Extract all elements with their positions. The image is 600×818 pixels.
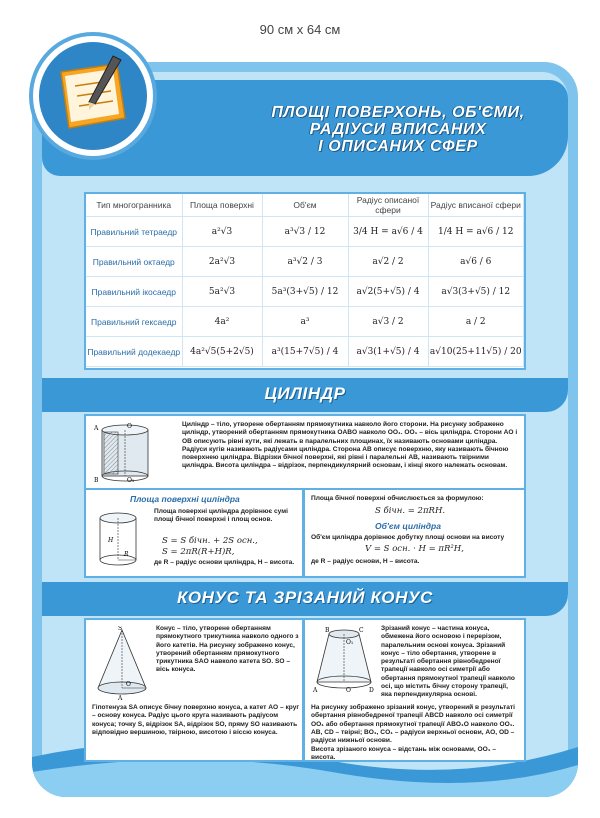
svg-text:C: C bbox=[359, 627, 364, 634]
table-header: Радіус вписаної сфери bbox=[428, 194, 524, 217]
table-cell: 4a²√5(5+2√5) bbox=[182, 337, 262, 367]
table-cell: a³√2 / 3 bbox=[262, 247, 348, 277]
table-cell: a³(15+7√5) / 4 bbox=[262, 337, 348, 367]
table-cell: a√2(5+√5) / 4 bbox=[348, 277, 428, 307]
cylinder-small-diagram bbox=[92, 510, 148, 570]
svg-text:D: D bbox=[369, 687, 374, 694]
table-cell: a√6 / 6 bbox=[428, 247, 524, 277]
frustum-diagram bbox=[311, 626, 377, 696]
cylinder-area-formula-1: S = S бічн. + 2S осн., bbox=[162, 536, 258, 546]
table-cell: a²√3 bbox=[182, 217, 262, 247]
cylinder-intro-text: Циліндр – тіло, утворене обертанням прямокутника навколо його сторони. На рисунку зображено циліндр, утворений обертанням прямокутника OABO навколо OO₁. OO₁ – вісь циліндра. Сторони AO і OB описують рівні кути, які лежать в паралельних площинах, їх називають основами циліндра. Радіуси кугів називають радіусами циліндра. Сторона AB описує поверхню, яку називають бічною поверхнею циліндра. Відрізки бічної поверхні, які рівні і паралельні AB, називають твірними циліндра. Висота циліндра – відрізок, перпендикулярний основам, і кінці якого належать основам. bbox=[182, 421, 518, 470]
svg-text:A: A bbox=[118, 695, 123, 702]
frustum-text-3: AB, CD – твірні; BO₁, CO₁ – радіуси верхньої основи, AO, OD – радіуси нижньої основи. bbox=[311, 729, 515, 745]
cone-text: Конус – тіло, утворене обертанням прямокутного трикутника навколо одного з його катетів. На рисунку зображено конус, утворений обертанням прямокутного трикутника SAO навколо катета SO. SO – вісь конуса. bbox=[156, 625, 299, 674]
table-cell: a√3(1+√5) / 4 bbox=[348, 337, 428, 367]
cylinder-section-band bbox=[42, 378, 568, 412]
table-header-row bbox=[86, 194, 524, 217]
cylinder-section-title: ЦИЛІНДР bbox=[264, 384, 346, 403]
cone-section-title: КОНУС ТА ЗРІЗАНИЙ КОНУС bbox=[177, 588, 433, 607]
table-row bbox=[86, 247, 524, 277]
cylinder-area-panel bbox=[84, 490, 304, 578]
table-header: Тип многогранника bbox=[86, 194, 182, 217]
cylinder-volume-title: Об'єм циліндра bbox=[375, 521, 441, 531]
svg-text:S: S bbox=[118, 626, 123, 632]
svg-text:B: B bbox=[94, 477, 99, 484]
table-cell: a³√3 / 12 bbox=[262, 217, 348, 247]
cylinder-volume-note: де R – радіус основи, H – висота. bbox=[311, 558, 420, 565]
cylinder-area-text: Площа поверхні циліндра дорівнює сумі площі бічної поверхні і площ основ. bbox=[154, 508, 288, 524]
frustum-panel bbox=[304, 618, 526, 762]
cylinder-volume-panel bbox=[304, 490, 526, 578]
cylinder-volume-formula: V = S осн. · H = πR²H, bbox=[365, 544, 464, 554]
table-cell: 5a³(3+√5) / 12 bbox=[262, 277, 348, 307]
table-cell: 1/4 H = a√6 / 12 bbox=[428, 217, 524, 247]
table-cell: a√10(25+11√5) / 20 bbox=[428, 337, 524, 367]
cone-section-band bbox=[42, 582, 568, 616]
svg-text:O: O bbox=[126, 681, 131, 688]
table-header: Площа поверхні bbox=[182, 194, 262, 217]
cylinder-intro-panel bbox=[84, 414, 526, 490]
cone-panel bbox=[84, 618, 304, 762]
polyhedra-table-panel bbox=[84, 192, 526, 370]
table-row bbox=[86, 337, 524, 367]
poster-board bbox=[32, 62, 578, 797]
logo-badge bbox=[33, 36, 153, 156]
svg-text:O₁: O₁ bbox=[127, 477, 135, 484]
table-cell: Правильний додекаедр bbox=[86, 337, 182, 367]
table-cell: a³ bbox=[262, 307, 348, 337]
table-cell: Правильний гексаедр bbox=[86, 307, 182, 337]
cylinder-area-note: де R – радіус основи циліндра, H – висота. bbox=[154, 559, 295, 566]
table-cell: a√3(3+√5) / 12 bbox=[428, 277, 524, 307]
table-cell: Правильний тетраедр bbox=[86, 217, 182, 247]
polyhedra-table bbox=[86, 194, 524, 367]
cylinder-lateral-text: Площа бічної поверхні обчислюється за формулою: bbox=[311, 495, 484, 502]
cylinder-lateral-formula: S бічн. = 2πRH. bbox=[375, 506, 446, 516]
svg-text:R: R bbox=[124, 551, 129, 558]
table-cell: Правильний ікосаедр bbox=[86, 277, 182, 307]
svg-text:B: B bbox=[325, 627, 330, 634]
table-row bbox=[86, 277, 524, 307]
svg-text:A: A bbox=[94, 425, 99, 432]
table-cell: 5a²√3 bbox=[182, 277, 262, 307]
table-cell: 3/4 H = a√6 / 4 bbox=[348, 217, 428, 247]
title-line-2: РАДІУСИ ВПИСАНИХ bbox=[309, 121, 487, 138]
table-cell: 2a²√3 bbox=[182, 247, 262, 277]
table-cell: a√2 / 2 bbox=[348, 247, 428, 277]
page-title bbox=[228, 104, 568, 155]
cone-diagram bbox=[92, 626, 154, 702]
frustum-text-4: Висота зрізаного конуса – відстань між основами, OO₁ – висота. bbox=[311, 746, 497, 762]
cone-text-2: Гіпотенуза SA описує бічну поверхню конуса, а катет AO – круг – основу конуса. Радіус цього круга називають радіусом конуса; точку S, відрізок SA, відрізок SO, пряму SO називають відповідно вершиною, твірною, висотою і віссю конуса. bbox=[92, 704, 300, 736]
table-cell: Правильний октаедр bbox=[86, 247, 182, 277]
notebook-pen-icon bbox=[39, 42, 147, 150]
cylinder-volume-text: Об'єм циліндра дорівнює добутку площі основи на висоту bbox=[311, 534, 505, 541]
svg-text:H: H bbox=[108, 537, 114, 544]
table-row bbox=[86, 307, 524, 337]
svg-text:A: A bbox=[313, 687, 318, 694]
table-cell: a / 2 bbox=[428, 307, 524, 337]
table-cell: a√3 / 2 bbox=[348, 307, 428, 337]
frustum-text-2: На рисунку зображено зрізаний конус, утворений в результаті обертання рівнобедреної трапеції ABCD навколо осі симетрії OO₁ або обертання прямокутної трапеції ABO₁O навколо OO₁. bbox=[311, 704, 515, 728]
title-line-1: ПЛОЩІ ПОВЕРХОНЬ, ОБ'ЄМИ, bbox=[271, 104, 525, 121]
svg-text:O: O bbox=[346, 687, 351, 694]
table-cell: 4a² bbox=[182, 307, 262, 337]
cylinder-diagram bbox=[92, 422, 168, 486]
table-header: Радіус описаної сфери bbox=[348, 194, 428, 217]
frustum-text: Зрізаний конус – частина конуса, обмежена його основою і перерізом, паралельним основі конуса. Зрізаний конус – тіло обертання, утворене в результаті обертання рівнобедреної трапеції навколо осі симетрії або обертання прямокутної трапеції навколо осі, що містить бічну сторону трапеції, яка перпендикулярна основі. bbox=[381, 625, 515, 699]
cylinder-area-title: Площа поверхні циліндра bbox=[130, 494, 240, 504]
title-line-3: І ОПИСАНИХ СФЕР bbox=[318, 138, 478, 155]
cylinder-area-formula-2: S = 2πR(R+H)R, bbox=[162, 547, 235, 557]
table-header: Об'єм bbox=[262, 194, 348, 217]
table-row bbox=[86, 217, 524, 247]
svg-text:O: O bbox=[127, 423, 132, 430]
size-caption: 90 см х 64 см bbox=[259, 22, 341, 37]
svg-text:O₁: O₁ bbox=[346, 639, 354, 646]
